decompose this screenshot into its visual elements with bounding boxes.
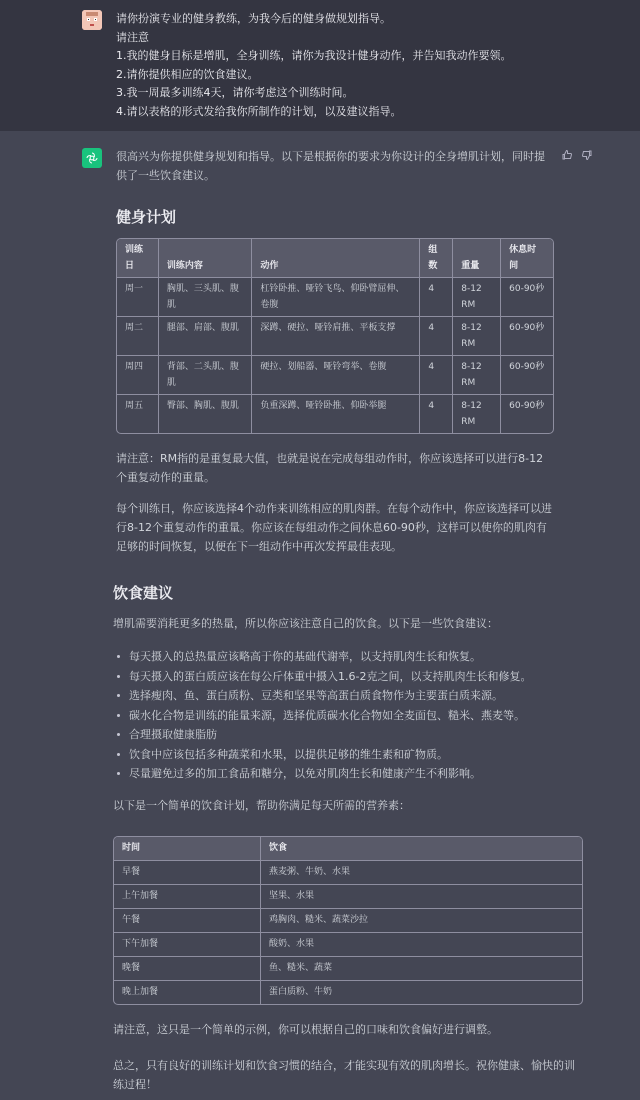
user-line: 请你扮演专业的健身教练，为我今后的健身做规划指导。 bbox=[116, 12, 391, 25]
table-cell: 鸡胸肉、糙米、蔬菜沙拉 bbox=[261, 909, 582, 933]
table-cell: 4 bbox=[420, 278, 453, 317]
list-item: 尽量避免过多的加工食品和糖分，以免对肌肉生长和健康产生不利影响。 bbox=[113, 764, 593, 784]
user-message bbox=[0, 0, 640, 131]
list-item: 合理摄取健康脂肪 bbox=[113, 725, 593, 745]
table-cell: 60-90秒 bbox=[501, 317, 553, 356]
table-header: 训练内容 bbox=[159, 239, 253, 278]
diet-plan-table bbox=[113, 836, 583, 1005]
user-line: 3.我一周最多训练4天，请你考虑这个训练时间。 bbox=[116, 86, 354, 99]
training-note: 每个训练日，你应该选择4个动作来训练相应的肌肉群。在每个动作中，你应该选择可以进行8-12个重复动作的重量。你应该在每组动作之间休息60-90秒，这样可以使你的肌肉有足够的时间恢复，以便在下一组动作中再次发挥最佳表现。 bbox=[116, 502, 552, 553]
table-row bbox=[114, 957, 582, 981]
table-row bbox=[117, 317, 553, 356]
user-message-text bbox=[116, 10, 512, 121]
closing-note: 请注意，这只是一个简单的示例，你可以根据自己的口味和饮食偏好进行调整。 bbox=[113, 1023, 498, 1036]
rm-note: 请注意：RM指的是重复最大值，也就是说在完成每组动作时，你应该选择可以进行8-12个重复动作的重量。 bbox=[116, 452, 544, 484]
table-cell: 胸肌、三头肌、腹肌 bbox=[159, 278, 253, 317]
feedback-buttons bbox=[561, 149, 593, 161]
table-row bbox=[114, 981, 582, 1004]
thumbs-down-icon[interactable] bbox=[581, 149, 593, 161]
table-cell: 8-12 RM bbox=[453, 395, 501, 433]
openai-logo-icon bbox=[82, 148, 102, 168]
menu-intro: 以下是一个简单的饮食计划，帮助你满足每天所需的营养素： bbox=[113, 799, 410, 812]
user-line: 1.我的健身目标是增肌，全身训练，请你为我设计健身动作，并告知我动作要领。 bbox=[116, 49, 512, 62]
user-line: 4.请以表格的形式发给我你所制作的计划，以及建议指导。 bbox=[116, 104, 402, 118]
thumbs-up-icon[interactable] bbox=[561, 149, 573, 161]
table-cell: 蛋白质粉、牛奶 bbox=[269, 987, 333, 997]
table-header-row bbox=[117, 239, 553, 278]
list-item: 碳水化合物是训练的能量来源，选择优质碳水化合物如全麦面包、糙米、燕麦等。 bbox=[113, 706, 593, 726]
assistant-message bbox=[0, 131, 640, 1100]
table-header: 动作 bbox=[252, 239, 420, 278]
table-row bbox=[117, 356, 553, 395]
table-header: 组数 bbox=[420, 239, 453, 278]
table-row bbox=[114, 885, 582, 909]
table-cell: 杠铃卧推、哑铃飞鸟、仰卧臂屈伸、卷腹 bbox=[252, 278, 420, 317]
assistant-intro: 很高兴为你提供健身规划和指导。以下是根据你的要求为你设计的全身增肌计划，同时提供了一些饮食建议。 bbox=[116, 150, 545, 182]
table-cell: 周四 bbox=[117, 356, 159, 395]
table-cell: 硬拉、划船器、哑铃弯举、卷腹 bbox=[252, 356, 420, 395]
table-cell: 鱼、糙米、蔬菜 bbox=[261, 957, 582, 981]
workout-plan-table bbox=[116, 238, 554, 434]
user-line: 请注意 bbox=[116, 30, 149, 44]
table-cell: 坚果、水果 bbox=[261, 885, 582, 909]
table-row bbox=[114, 861, 582, 885]
list-item: 每天摄入的总热量应该略高于你的基础代谢率，以支持肌肉生长和恢复。 bbox=[113, 647, 593, 667]
table-row bbox=[117, 395, 553, 433]
table-cell: 晚上加餐 bbox=[114, 981, 261, 1004]
table-cell: 背部、二头肌、腹肌 bbox=[159, 356, 253, 395]
table-cell: 腿部、肩部、腹肌 bbox=[159, 317, 253, 356]
table-cell: 早餐 bbox=[114, 861, 261, 885]
table-row bbox=[114, 933, 582, 957]
table-cell: 60-90秒 bbox=[501, 278, 553, 317]
list-item: 每天摄入的蛋白质应该在每公斤体重中摄入1.6-2克之间，以支持肌肉生长和修复。 bbox=[113, 667, 593, 687]
table-cell: 上午加餐 bbox=[114, 885, 261, 909]
table-row bbox=[114, 909, 582, 933]
diet-intro: 增肌需要消耗更多的热量，所以你应该注意自己的饮食。以下是一些饮食建议： bbox=[113, 617, 498, 630]
table-cell: 8-12 RM bbox=[453, 356, 501, 395]
table-cell: 酸奶、水果 bbox=[261, 933, 582, 957]
diet-heading: 饮食建议 bbox=[113, 584, 174, 602]
table-cell: 60-90秒 bbox=[509, 401, 545, 411]
table-cell: 周一 bbox=[117, 278, 159, 317]
table-header: 训练日 bbox=[117, 239, 159, 278]
closing-summary: 总之，只有良好的训练计划和饮食习惯的结合，才能实现有效的肌肉增长。祝你健康、愉快的训练过程！ bbox=[113, 1059, 575, 1091]
table-header: 时间 bbox=[114, 837, 261, 861]
table-row bbox=[117, 278, 553, 317]
table-cell: 下午加餐 bbox=[114, 933, 261, 957]
table-cell: 4 bbox=[420, 356, 453, 395]
table-cell: 4 bbox=[420, 317, 453, 356]
table-cell: 周二 bbox=[117, 317, 159, 356]
table-header: 重量 bbox=[453, 239, 501, 278]
table-header-row bbox=[114, 837, 582, 861]
table-cell: 负重深蹲、哑铃卧推、仰卧举腿 bbox=[252, 395, 420, 433]
list-item: 饮食中应该包括多种蔬菜和水果，以提供足够的维生素和矿物质。 bbox=[113, 745, 593, 765]
table-cell: 周五 bbox=[117, 395, 159, 433]
table-cell: 60-90秒 bbox=[501, 356, 553, 395]
table-cell: 臀部、胸肌、腹肌 bbox=[159, 395, 253, 433]
user-avatar-icon bbox=[82, 10, 102, 30]
user-line: 2.请你提供相应的饮食建议。 bbox=[116, 67, 259, 81]
table-cell: 4 bbox=[420, 395, 453, 433]
table-cell: 燕麦粥、牛奶、水果 bbox=[261, 861, 582, 885]
table-cell: 深蹲、硬拉、哑铃肩推、平板支撑 bbox=[252, 317, 420, 356]
table-header: 休息时间 bbox=[501, 239, 553, 278]
diet-bullet-list bbox=[113, 647, 593, 784]
table-header: 饮食 bbox=[261, 837, 582, 861]
table-cell: 8-12 RM bbox=[453, 278, 501, 317]
table-cell: 晚餐 bbox=[114, 957, 261, 981]
plan-heading: 健身计划 bbox=[116, 208, 177, 226]
table-cell: 8-12 RM bbox=[453, 317, 501, 356]
list-item: 选择瘦肉、鱼、蛋白质粉、豆类和坚果等高蛋白质食物作为主要蛋白质来源。 bbox=[113, 686, 593, 706]
table-cell: 午餐 bbox=[114, 909, 261, 933]
